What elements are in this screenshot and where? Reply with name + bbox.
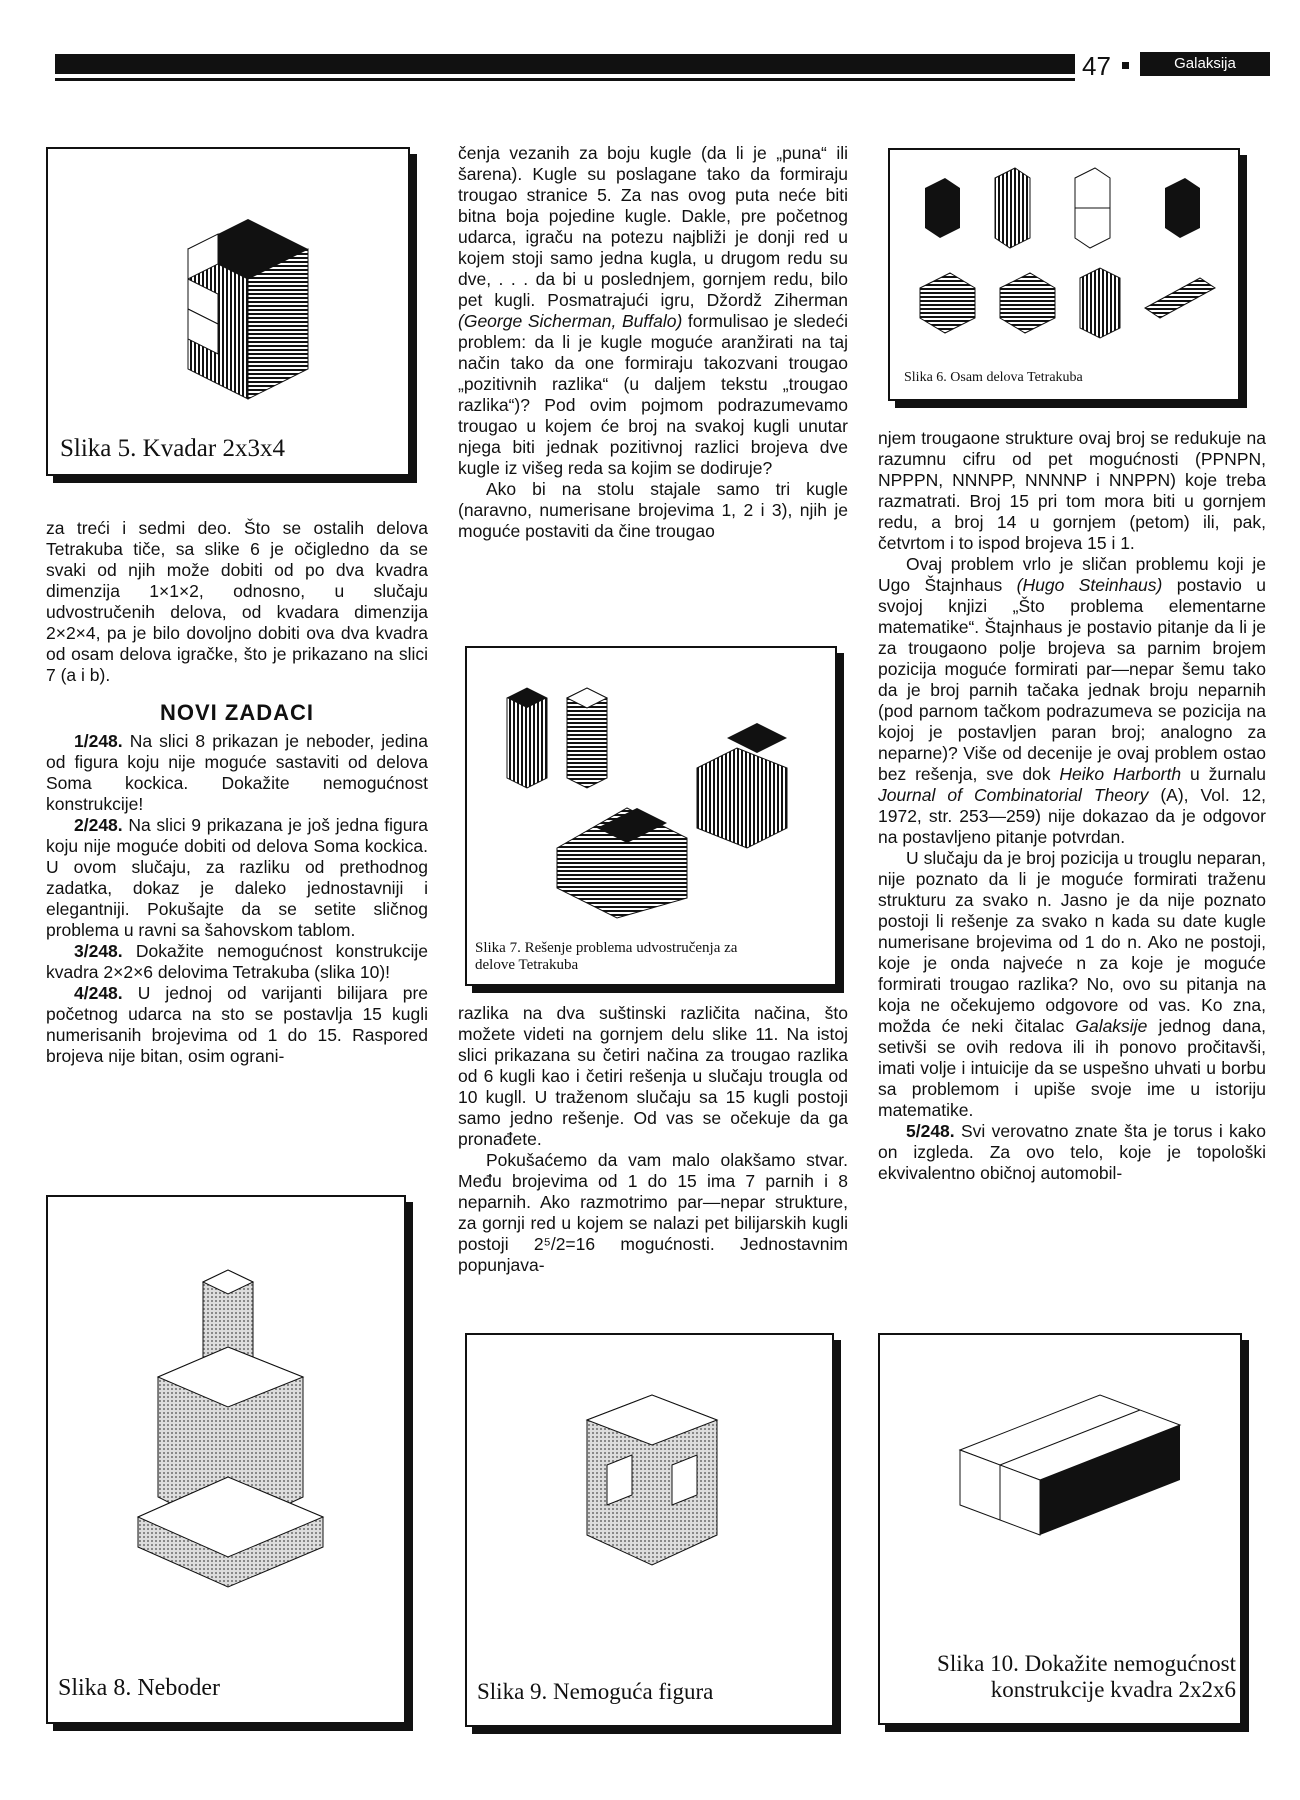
magazine-name: Galaksija [1140, 52, 1270, 76]
section-title: NOVI ZADACI [160, 700, 314, 725]
header-rule-thick [55, 54, 1075, 74]
col3-paragraph-1: njem trougaone strukture ovaj broj se redukuje na razumnu cifru od pet mogućnosti (PPNPN, NPPPN, NNNPP, NNNNP i NNPPN) koje treba razmatrati. Broj 15 pri tom mora biti u gornjem redu, a broj 14 u gornjem (petom) ili, pak, četvrtom i to ispod brojeva 15 i 1. [878, 428, 1266, 553]
col3-p2-italic-1: (Hugo Steinhaus) [1016, 575, 1163, 595]
col3-p2-d: (A), Vol. 12, 1972, str. 253—259) nije dokazao da je odgovor na postavljeno pitanje potvrdan. [878, 785, 1266, 847]
col2-p1-italic: (George Sicherman, Buffalo) [458, 311, 683, 331]
task-2-number: 2/248. [74, 815, 123, 835]
figure-10-illustration [960, 1395, 1180, 1535]
figure-5 [46, 147, 410, 476]
task-1-text: Na slici 8 prikazan je neboder, jedina od figura koju nije moguće sastaviti od delova Soma kockica. Dokažite nemogućnost konstrukcije! [46, 731, 428, 814]
task-4 [46, 983, 428, 1067]
column-1 [46, 518, 428, 1067]
figure-10-caption-2: konstrukcije kvadra 2x2x6 [990, 1677, 1236, 1702]
figure-7-caption-2: delove Tetrakuba [475, 957, 579, 973]
header-bullet [1122, 62, 1129, 69]
figure-5-illustration [178, 209, 328, 409]
col2-paragraph-3: razlika na dva suštinski različita načina, što možete videti na gornjem delu slike 11. Na istoj slici prikazana su četiri načina za trougao razlika od 6 kugli kao i četiri rešenja u slučaju trougla od 10 kugll. U traženom slučaju sa 15 kugli postoji samo jedno rešenje. Od vas se očekuje da ga pronađete. [458, 1003, 848, 1149]
col2-paragraph-1 [458, 143, 848, 479]
col3-paragraph-3 [878, 848, 1266, 1121]
figure-7 [465, 646, 837, 986]
figure-8-caption: Slika 8. Neboder [58, 1675, 220, 1701]
col2-paragraph-4: Pokušaćemo da vam malo olakšamo stvar. Među brojevima od 1 do 15 ima 7 parnih i 8 neparnih. Ako razmotrimo par—nepar strukture, za gornji red u kojem se nalazi pet bilijarskih kugli postoji 2⁵/2=16 mogućnosti. Jednostavnim popunjava- [458, 1150, 848, 1275]
col3-paragraph-2 [878, 554, 1266, 848]
column-3 [878, 428, 1266, 1184]
task-3-number: 3/248. [74, 941, 123, 961]
figure-6-illustration [910, 168, 1220, 338]
col1-paragraph-1: za treći i sedmi deo. Što se ostalih delova Tetrakuba tiče, sa slike 6 je očigledno da se svaki od njih može dobiti od po dva kvadra dimenzija 1×1×2, odnosno, u slučaju udvostručenih delova, od kvadara dimenzija 2×2×4, pa je bilo dovoljno dobiti ova dva kvadra od osam delova igračke, što je prikazano na slici 7 (a i b). [46, 518, 428, 685]
task-3-text: Dokažite nemogućnost konstrukcije kvadra 2×2×6 delovima Tetrakuba (slika 10)! [46, 941, 428, 982]
figure-6 [888, 148, 1240, 401]
header-rule-thin [55, 78, 1075, 81]
col2-p1-b: formulisao je sledeći problem: da li je kugle moguće aranžirati na taj način tako da one formiraju takozvani trougao „pozitivnih razlika“ (u daljem tekstu „trougao razlika“)? Pod ovim pojmom podrazumevamo trougao u kojem će broj na svakoj kugli unutar njega biti jednak pozitivnoj razlici brojeva dve kugle iz višeg reda sa kojim se dodiruje? [458, 311, 848, 478]
col3-p2-italic-3: Journal of Combinatorial Theory [878, 785, 1149, 805]
col3-p2-c: u žurnalu [1181, 764, 1266, 784]
figure-7-caption-1: Slika 7. Rešenje problema udvostručenja za [475, 940, 738, 956]
figure-10 [878, 1333, 1242, 1725]
task-1 [46, 731, 428, 815]
task-1-number: 1/248. [74, 731, 123, 751]
col3-p3-b: jednog dana, setivši se ovih redova ili ih ponovo pročitavši, imati volje i intuicije da se uspešno uhvati u borbu sa problemom i upiše svoje ime u istoriju matematike. [878, 1016, 1266, 1120]
figure-9 [465, 1333, 834, 1727]
task-5-text: Svi verovatno znate šta je torus i kako on izgleda. Za ovo telo, koje je topološki ekvivalentno običnoj automobil- [878, 1121, 1266, 1183]
col3-p2-b: postavio u svojoj knjizi „Što problema elementarne matematike“. Štajnhaus je postavio pitanje da li je za trougaono polje brojeva sa parnim brojem pozicija moguće formirati par—nepar šemu tako da je broj parnih tačaka jednak broju neparnih (pod parnom tačkom podrazumeva se pozicija na kojoj je postavljen paran broj; analogno za neparne)? Više od decenije je ovaj problem ostao bez rešenja, sve dok [878, 575, 1266, 784]
figure-9-illustration [587, 1395, 717, 1565]
column-2-lower [458, 1003, 848, 1276]
task-3 [46, 941, 428, 983]
column-2 [458, 143, 848, 542]
col3-p3-italic: Galaksije [1075, 1016, 1148, 1036]
figure-6-caption: Slika 6. Osam delova Tetrakuba [904, 370, 1083, 385]
col3-p2-italic-2: Heiko Harborth [1059, 764, 1182, 784]
figure-5-caption: Slika 5. Kvadar 2x3x4 [60, 435, 285, 462]
figure-8 [46, 1195, 406, 1724]
task-4-text: U jednoj od varijanti bilijara pre početnog udarca na sto se postavlja 15 kugli numerisanih brojevima od 1 do 15. Raspored brojeva nije bitan, osim ograni- [46, 983, 428, 1066]
task-4-number: 4/248. [74, 983, 123, 1003]
col3-p3-a: U slučaju da je broj pozicija u trouglu neparan, nije poznato da li je moguće formirati traženu strukturu za svako n. Jasno je da nije poznato postoji li rešenje za svako n kada su date kugle numerisane brojevima od 1 do n. Ako ne postoji, koje je onda najveće n za koje je moguće formirati trougao razlika? No, ovo su pitanja na koja ne očekujemo odgovore od vas. Ko zna, možda će neki čitalac [878, 848, 1266, 1036]
page-number: 47 [1082, 51, 1111, 81]
task-2-text: Na slici 9 prikazana je još jedna figura koju nije moguće dobiti od delova Soma kockica. U ovom slučaju, za razliku od prethodnog zadatka, dokaz je daleko jednostavniji i elegantniji. Pokušajte da se setite sličnog problema u ravni sa šahovskom tablom. [46, 815, 428, 940]
col2-paragraph-2: Ako bi na stolu stajale samo tri kugle (naravno, numerisane brojevima 1, 2 i 3), njih je moguće postaviti da čine trougao [458, 479, 848, 541]
task-5-number: 5/248. [906, 1121, 955, 1141]
figure-8-illustration [138, 1267, 328, 1587]
col3-p2-a: Ovaj problem vrlo je sličan problemu koji je Ugo Štajnhaus [878, 554, 1266, 595]
figure-10-caption-1: Slika 10. Dokažite nemogućnost [937, 1651, 1236, 1676]
figure-7-illustration [497, 678, 817, 918]
task-5 [878, 1121, 1266, 1184]
col2-p1-a: čenja vezanih za boju kugle (da li je „puna“ ili šarena). Kugle su poslagane tako da formiraju trougao stranice 5. Za nas ovog puta neće biti bitna boja pojedine kugle. Dakle, pre početnog udarca, igraču na potezu najbliži je donji red u kojem stoji samo jedna kugla, u drugom redu su dve, . . . da bi u poslednjem, gornjem redu, bilo pet kugli. Posmatrajući igru, Džordž Ziherman [458, 143, 848, 310]
task-2 [46, 815, 428, 941]
figure-9-caption: Slika 9. Nemoguća figura [477, 1679, 714, 1704]
